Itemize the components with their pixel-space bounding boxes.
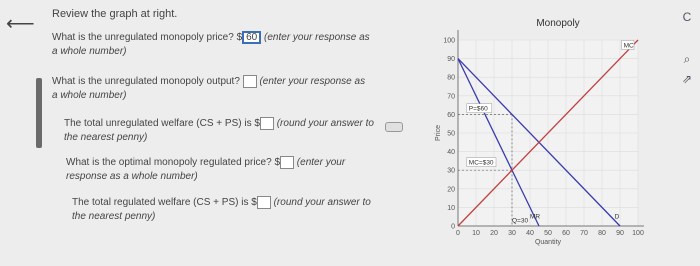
question-1-hint: (enter your response as — [264, 32, 370, 44]
question-2-answer-input[interactable] — [243, 75, 257, 88]
question-2 — [52, 75, 365, 103]
question-4-answer-input[interactable] — [280, 156, 294, 169]
question-4-hint-2: response as a whole number) — [66, 171, 198, 183]
annotation-label: Q=30 — [512, 217, 529, 225]
x-tick-label: 0 — [456, 230, 460, 237]
y-tick-label: 90 — [447, 56, 455, 64]
y-tick-label: 40 — [447, 149, 455, 157]
y-tick-label: 0 — [451, 223, 455, 231]
x-tick-label: 50 — [544, 230, 552, 237]
scroll-indicator[interactable] — [36, 78, 42, 148]
question-2-hint-2: a whole number) — [52, 90, 127, 102]
refresh-icon[interactable]: C — [682, 10, 692, 24]
panel-resize-handle[interactable] — [385, 122, 403, 132]
annotation-label: MC=$30 — [468, 159, 494, 167]
question-5 — [72, 196, 371, 224]
question-1 — [52, 31, 370, 59]
y-tick-label: 10 — [447, 204, 455, 212]
annotation-label: MR — [530, 213, 541, 221]
question-4-text: What is the optimal monopoly regulated price? $ — [66, 157, 281, 169]
popout-icon[interactable]: ⇗ — [681, 72, 693, 86]
x-tick-label: 60 — [562, 230, 570, 237]
monopoly-chart-svg — [430, 0, 670, 266]
y-axis-label: Price — [435, 125, 442, 141]
x-tick-label: 30 — [508, 230, 516, 237]
question-3-hint: (round your answer to — [276, 118, 374, 130]
y-tick-label: 60 — [447, 111, 455, 119]
question-3-hint-2: the nearest penny) — [64, 132, 148, 144]
question-5-answer-input[interactable] — [257, 196, 271, 209]
back-arrow-icon[interactable]: ⟵ — [6, 13, 35, 35]
zoom-icon[interactable]: ⌕ — [683, 52, 691, 66]
question-1-hint-2: a whole number) — [52, 46, 127, 58]
annotation-label: P=$60 — [468, 105, 488, 113]
x-tick-label: 10 — [472, 230, 480, 237]
x-tick-label: 40 — [526, 230, 534, 237]
question-5-hint: (round your answer to — [273, 197, 371, 209]
annotation-label: MC — [623, 42, 634, 50]
question-1-answer-input[interactable]: 60 — [242, 31, 261, 44]
y-tick-label: 100 — [443, 37, 455, 45]
y-tick-label: 20 — [447, 186, 455, 194]
question-5-hint-2: the nearest penny) — [72, 211, 156, 223]
y-tick-label: 80 — [447, 74, 455, 82]
question-1-prefix: $ — [236, 32, 243, 44]
x-tick-label: 70 — [580, 230, 588, 237]
instruction-text: Review the graph at right. — [52, 8, 178, 20]
question-3-answer-input[interactable] — [260, 117, 274, 130]
question-2-hint: (enter your response as — [259, 76, 366, 88]
question-4-hint: (enter your — [296, 157, 346, 169]
question-1-text: What is the unregulated monopoly price? — [52, 32, 234, 44]
x-tick-label: 90 — [616, 230, 624, 237]
monopoly-chart — [430, 0, 670, 266]
x-tick-label: 20 — [490, 230, 498, 237]
x-tick-label: 80 — [598, 230, 606, 237]
question-5-text: The total regulated welfare (CS + PS) is $ — [72, 197, 257, 209]
question-2-text: What is the unregulated monopoly output? — [52, 76, 240, 88]
question-3-text: The total unregulated welfare (CS + PS) is $ — [64, 118, 260, 130]
x-axis-label: Quantity — [534, 239, 562, 246]
y-tick-label: 70 — [447, 93, 455, 101]
question-3 — [64, 117, 374, 145]
question-4 — [66, 156, 345, 184]
y-tick-label: 30 — [447, 167, 455, 175]
chart-title: Monopoly — [536, 18, 580, 29]
x-tick-label: 100 — [632, 230, 644, 237]
y-tick-label: 50 — [447, 130, 455, 138]
annotation-label: D — [614, 213, 620, 221]
